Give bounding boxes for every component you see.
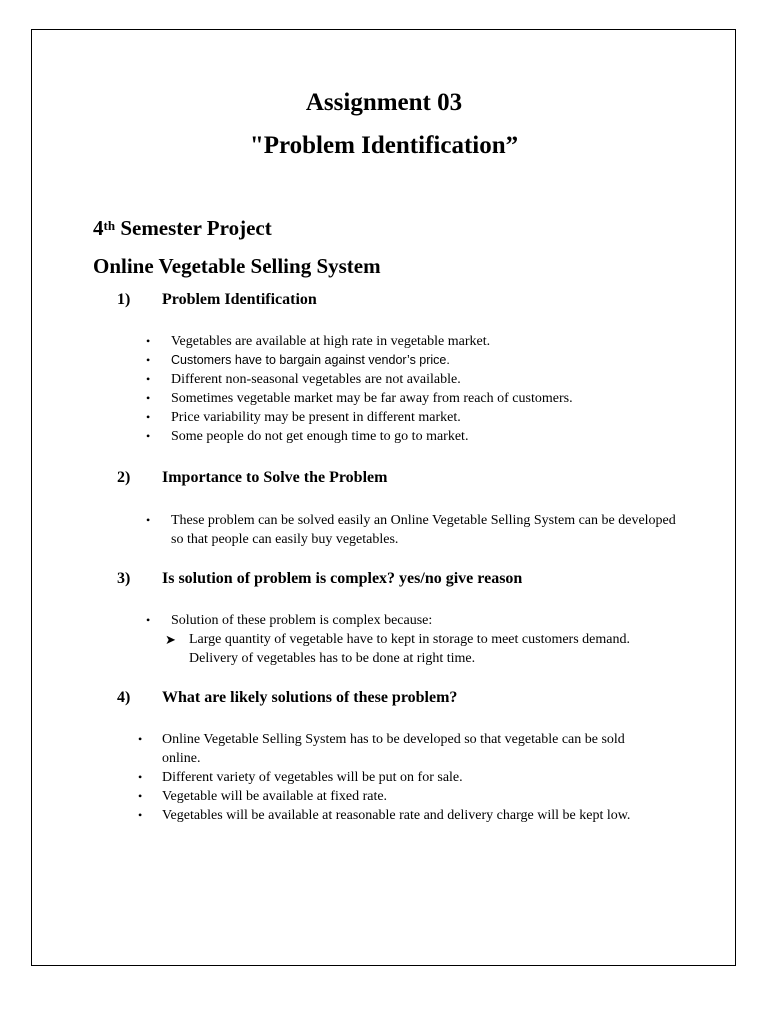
list-item: ➤ Large quantity of vegetable have to kept in storage to meet customers demand. Delivery of vegetables has to be done at right time. (165, 632, 630, 666)
bullet-icon: • (146, 429, 151, 443)
list-item: • Price variability may be present in different market. (146, 410, 461, 425)
list-item: • Vegetable will be available at fixed rate. (138, 789, 388, 804)
semester-heading (93, 215, 272, 241)
section-4-bullets (138, 730, 658, 825)
section-title: Problem Identification (162, 291, 317, 308)
page-border (31, 29, 736, 966)
list-item: • Vegetables will be available at reasonable rate and delivery charge will be kept low. (138, 808, 631, 823)
bullet-icon: • (146, 613, 151, 627)
list-item: • These problem can be solved easily an Online Vegetable Selling System can be developed so that people can easily buy vegetables. (146, 513, 676, 547)
list-item: • Different non-seasonal vegetables are not available. (146, 372, 461, 387)
assignment-title: Assignment 03 (305, 89, 463, 116)
section-3-subbullets (165, 630, 635, 668)
section-title: What are likely solutions of these problem? (162, 689, 458, 706)
list-item: • Solution of these problem is complex because: (146, 613, 433, 628)
assignment-subtitle: "Problem Identification” (249, 132, 519, 159)
bullet-icon: • (146, 353, 151, 367)
section-title: Is solution of problem is complex? yes/no give reason (162, 570, 523, 587)
section-1-bullets (146, 332, 706, 446)
arrow-bullet-icon: ➤ (165, 632, 176, 647)
list-item: • Customers have to bargain against vendor’s price. (146, 351, 706, 370)
section-title: Importance to Solve the Problem (162, 469, 388, 486)
list-item: • Vegetables are available at high rate in vegetable market. (146, 334, 491, 349)
bullet-icon: • (138, 808, 143, 822)
section-number: 3) (117, 570, 131, 587)
section-number: 4) (117, 689, 131, 706)
list-item: • Different variety of vegetables will be put on for sale. (138, 770, 463, 785)
bullet-icon: • (138, 732, 143, 746)
bullet-icon: • (138, 789, 143, 803)
semester-number: 4 (93, 216, 104, 240)
bullet-icon: • (146, 410, 151, 424)
bullet-icon: • (146, 372, 151, 386)
section-number: 2) (117, 469, 131, 486)
section-2-bullets (146, 511, 676, 549)
bullet-icon: • (146, 391, 151, 405)
list-item: • Online Vegetable Selling System has to be developed so that vegetable can be sold online. (138, 732, 625, 766)
semester-text: Semester Project (115, 216, 272, 240)
project-name: Online Vegetable Selling System (93, 254, 381, 278)
section-number: 1) (117, 291, 131, 308)
bullet-icon: • (146, 334, 151, 348)
bullet-icon: • (146, 513, 151, 527)
list-item: • Some people do not get enough time to go to market. (146, 429, 469, 444)
semester-suffix: th (103, 218, 116, 233)
section-3-bullets (146, 611, 666, 630)
list-item: • Sometimes vegetable market may be far away from reach of customers. (146, 391, 573, 406)
bullet-icon: • (138, 770, 143, 784)
